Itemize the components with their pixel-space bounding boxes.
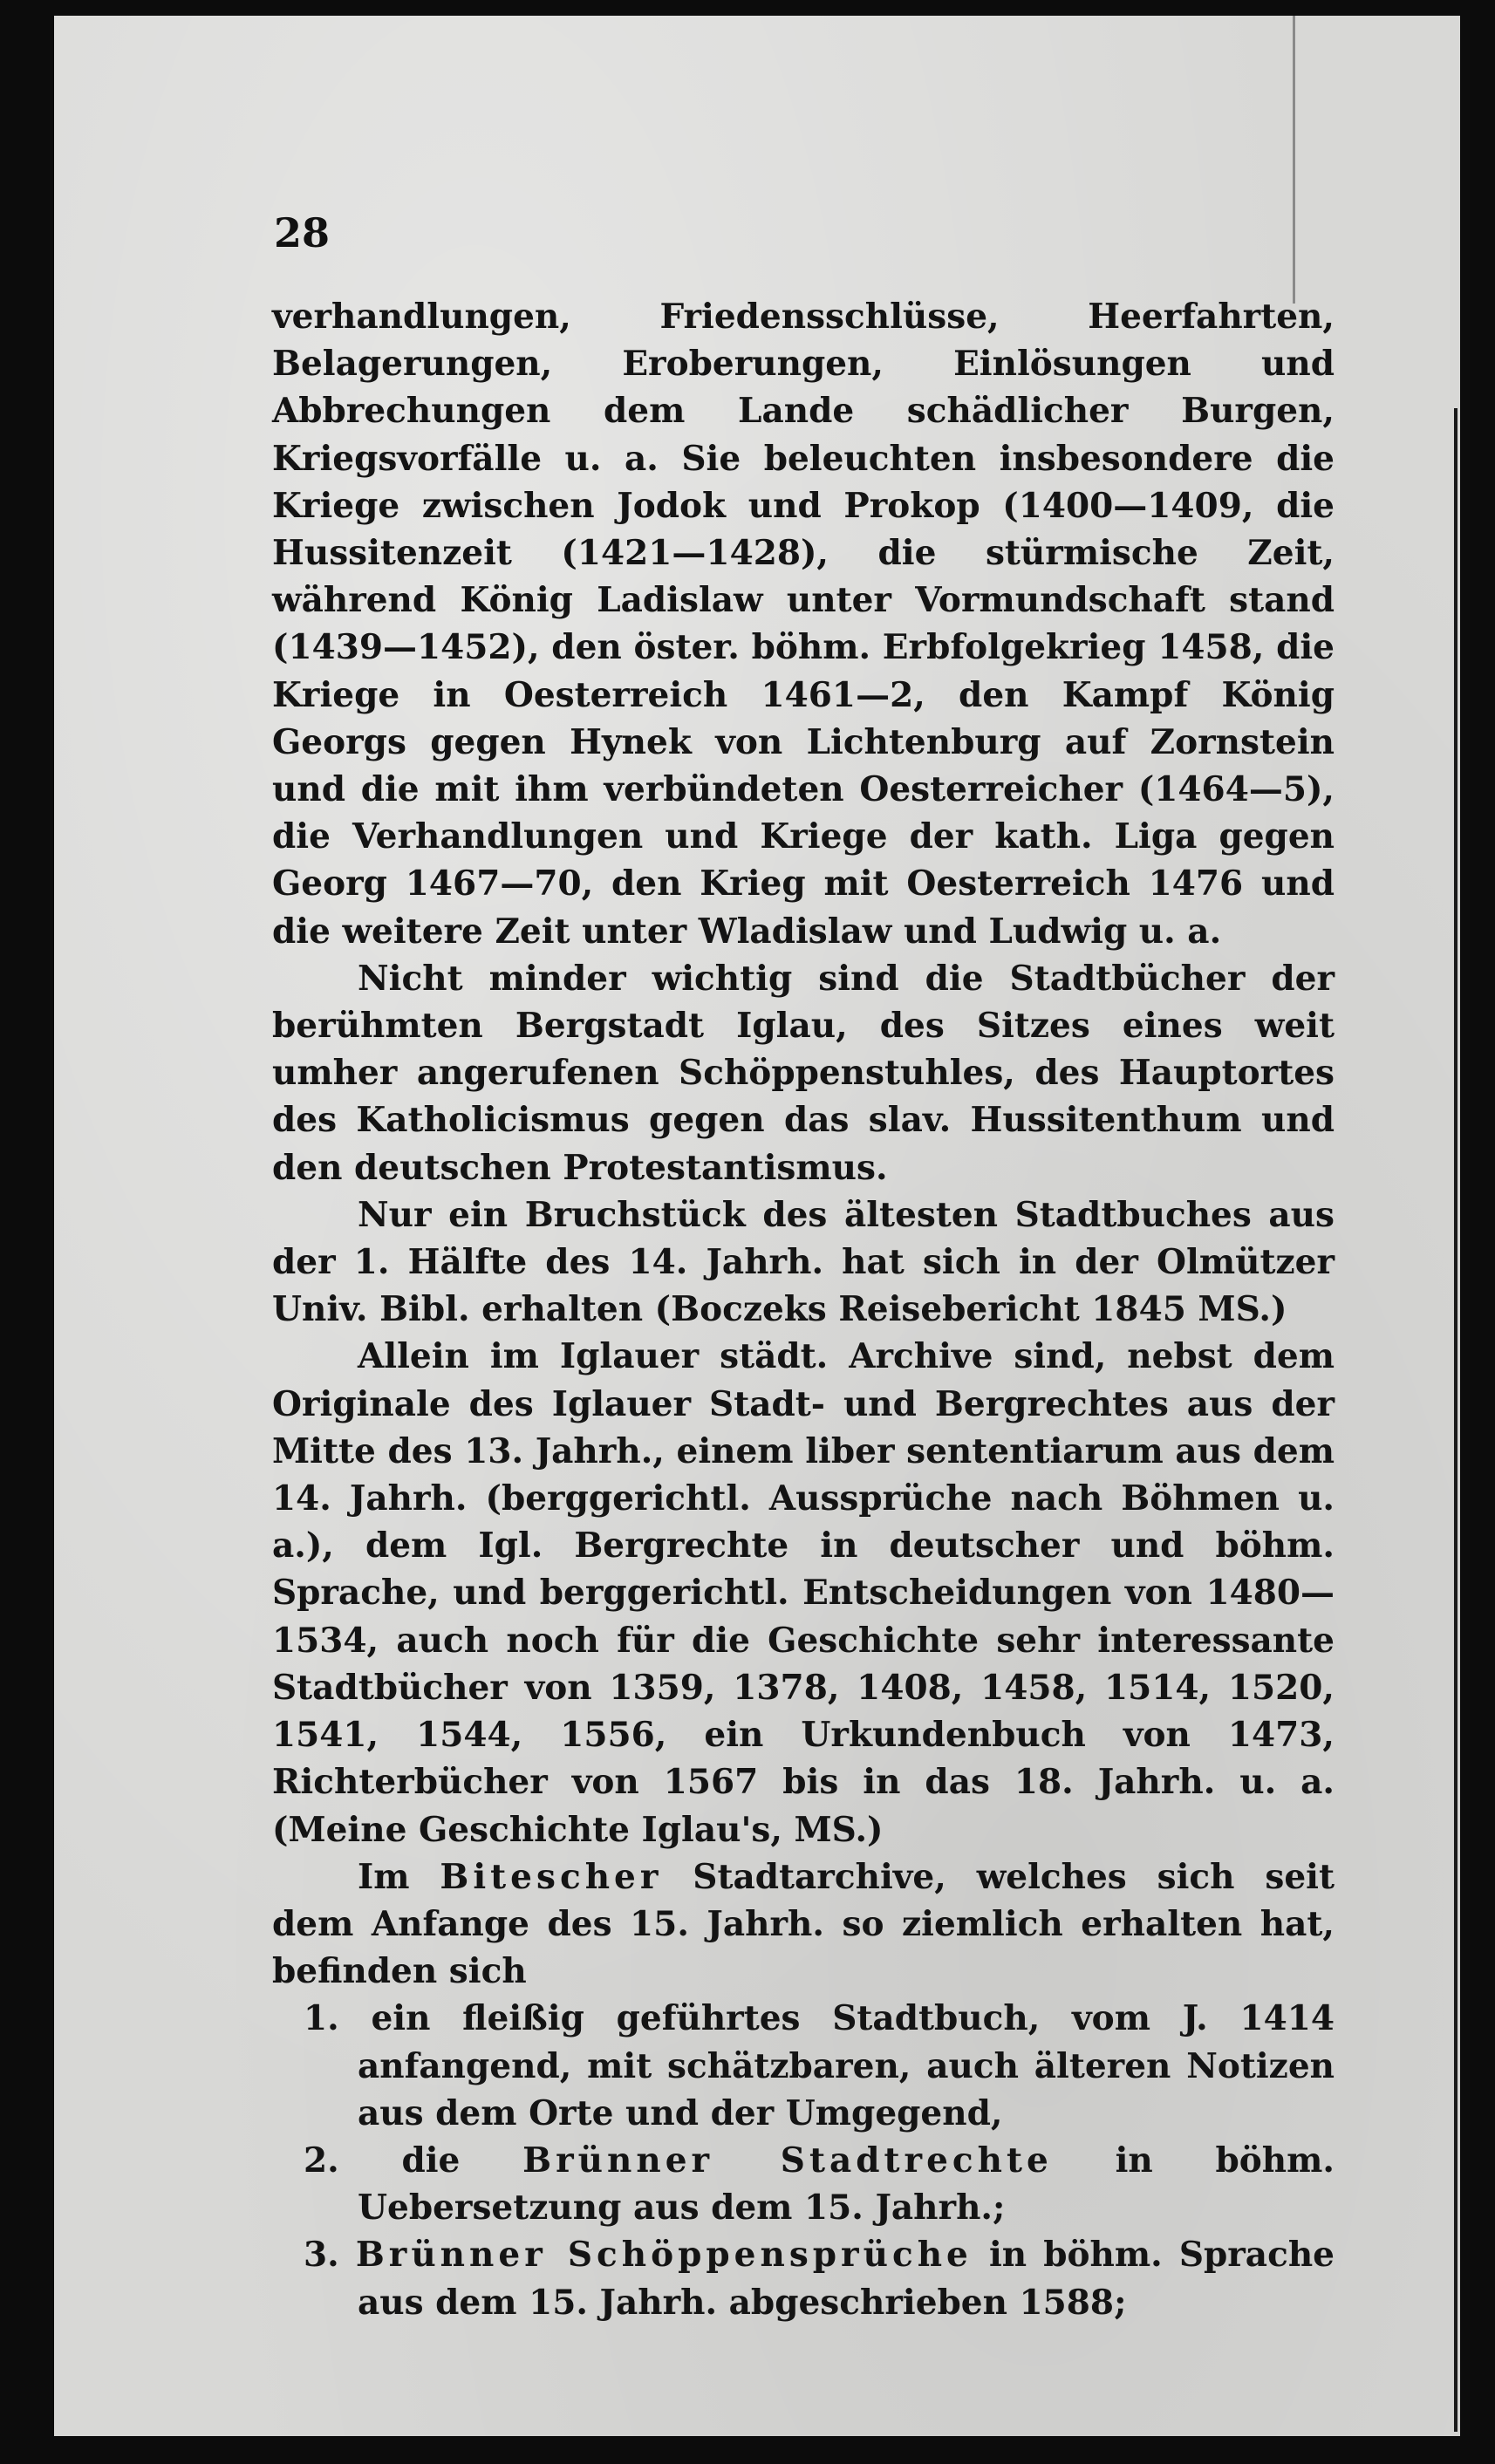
page-edge-shadow [1454, 408, 1457, 2432]
paragraph-4: Allein im Iglauer städt. Archive sind, nebst dem Originale des Iglauer Stadt- und Bergrechtes aus der Mitte des 13. Jahrh., einem liber sententiarum aus dem 14. Jahrh. (berggerichtl. Aussprüche nach Böhmen u. a.), dem Igl. Bergrechte in deutscher und böhm. Sprache, und berggerichtl. Entscheidungen von 1480—1534, auch noch für die Geschichte sehr interessante Stadtbücher von 1359, 1378, 1408, 1458, 1514, 1520, 1541, 1544, 1556, ein Urkundenbuch von 1473, Richterbücher von 1567 bis in das 18. Jahrh. u. a. (Meine Geschichte Iglau's, MS.) [272, 1336, 1335, 1850]
paragraph-2: Nicht minder wichtig sind die Stadtbücher der berühmten Bergstadt Iglau, des Sitzes eines weit umher angerufenen Schöppenstuhles, des Hauptortes des Katholicismus gegen das slav. Hussitenthum und den deutschen Protestantismus. [272, 958, 1335, 1188]
paragraph-5-spaced: Bitescher [440, 1856, 663, 1897]
paragraph-5 [272, 1853, 1335, 1996]
body-text [272, 293, 1335, 2326]
list-item-1: 1. ein fleißig geführtes Stadtbuch, vom J. 1414 anfangend, mit schätzbaren, auch älteren Notizen aus dem Orte und der Umgegend, [304, 1998, 1335, 2133]
list-item-3-rest: in böhm. Sprache aus dem 15. Jahrh. abgeschrieben 1588; [358, 2235, 1335, 2323]
list-item-3 [272, 2231, 1335, 2325]
page-fold-line [1293, 16, 1295, 304]
list-item-2 [272, 2137, 1335, 2231]
page-number: 28 [274, 209, 331, 256]
list-item-2-prefix: 2. die [304, 2140, 523, 2181]
paragraph-1: verhandlungen, Friedensschlüsse, Heerfahrten, Belagerungen, Eroberungen, Einlösungen und Abbrechungen dem Lande schädlicher Burgen, Kriegsvorfälle u. a. Sie beleuchten insbesondere die Kriege zwischen Jodok und Prokop (1400—1409, die Hussitenzeit (1421—1428), die stürmische Zeit, während König Ladislaw unter Vormundschaft stand (1439—1452), den öster. böhm. Erbfolgekrieg 1458, die Kriege in Oesterreich 1461—2, den Kampf König Georgs gegen Hynek von Lichtenburg auf Zornstein und die mit ihm verbündeten Oesterreicher (1464—5), die Verhandlungen und Kriege der kath. Liga gegen Georg 1467—70, den Krieg mit Oesterreich 1476 und die weitere Zeit unter Wladislaw und Ludwig u. a. [272, 297, 1335, 952]
list-item-2-rest: in böhm. Uebersetzung aus dem 15. Jahrh.; [358, 2140, 1335, 2229]
paragraph-5-rest: Stadtarchive, welches sich seit dem Anfange des 15. Jahrh. so ziemlich erhalten hat, befinden sich [272, 1856, 1335, 1992]
paragraph-5-prefix: Im [358, 1856, 440, 1897]
list-item-3-prefix: 3. [304, 2235, 356, 2276]
list-item-2-spaced: Brünner Stadtrechte [522, 2140, 1053, 2181]
list-item-3-spaced: Brünner Schöppensprüche [355, 2235, 973, 2276]
book-page [54, 16, 1460, 2436]
paragraph-3: Nur ein Bruchstück des ältesten Stadtbuches aus der 1. Hälfte des 14. Jahrh. hat sich in der Olmützer Univ. Bibl. erhalten (Boczeks Reisebericht 1845 MS.) [272, 1194, 1335, 1330]
